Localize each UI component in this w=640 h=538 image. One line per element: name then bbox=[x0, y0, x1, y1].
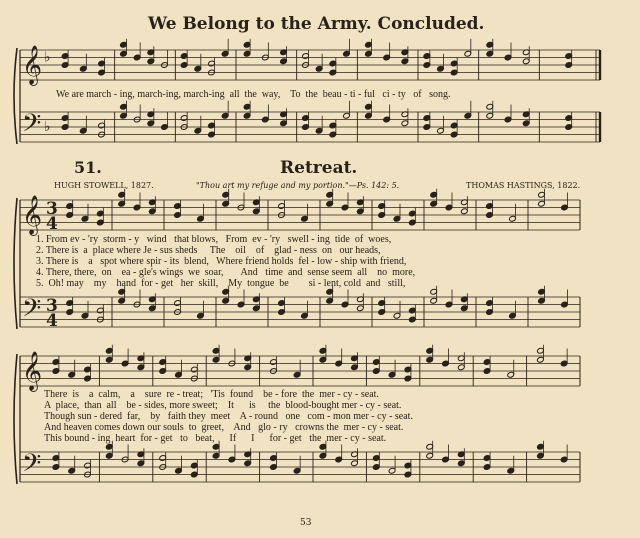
top-lyric-line: We are march - ing, march-ing, march-ing all the way, To the beau - ti - ful ci - ty of song. bbox=[56, 89, 451, 100]
author-credit: HUGH STOWELL, 1827. bbox=[54, 181, 154, 190]
bass-clef-icon: 𝄢 bbox=[22, 109, 42, 144]
verse-line: There is a calm, a sure re - treat; 'Tis found be - fore the mer - cy - seat. bbox=[44, 389, 379, 400]
hymn-number: 51. bbox=[74, 158, 102, 177]
treble-clef-icon: 𝄞 bbox=[22, 45, 43, 85]
time-signature-bottom: 4 bbox=[46, 311, 58, 331]
system-brace bbox=[14, 198, 17, 329]
treble-clef-icon: 𝄞 bbox=[22, 195, 43, 235]
bass-clef-icon: 𝄢 bbox=[22, 449, 42, 484]
flat-sign-icon: ♭ bbox=[44, 119, 51, 135]
system-brace bbox=[14, 354, 17, 484]
song-title: We Belong to the Army. Concluded. bbox=[148, 14, 485, 34]
verse-line: 3. There is a spot where spir - its blend, Where friend holds fel - low - ship with friend, bbox=[36, 256, 407, 267]
verse-line: And heaven comes down our souls to greet, And glo - ry crowns the mer - cy - seat. bbox=[44, 422, 404, 433]
hymn-title: Retreat. bbox=[280, 158, 358, 178]
verse-line: Though sun - dered far, by faith they meet A - round one com - mon mer - cy - seat. bbox=[44, 411, 413, 422]
flat-sign-icon: ♭ bbox=[44, 49, 51, 66]
verse-line: 1. From ev - 'ry storm - y wind that blows, From ev - 'ry swell - ing tide of woes, bbox=[36, 234, 392, 245]
verses-part-2 bbox=[44, 389, 413, 444]
verses-part-1 bbox=[36, 234, 415, 289]
verse-line: 4. There, there, on ea - gle's wings we soar, And time and sense seem all no more, bbox=[36, 267, 416, 278]
scripture-reference: "Thou art my refuge and my portion."—Ps. 142: 5. bbox=[196, 181, 400, 190]
time-signature-top: 3 bbox=[46, 296, 58, 316]
verse-line: A place, than all be - sides, more sweet; It is the blood-bought mer - cy - seat. bbox=[44, 400, 402, 411]
verse-line: 5. Oh! may my hand for - get her skill, My tongue be si - lent, cold and still, bbox=[36, 278, 406, 289]
verse-line: 2. There is a place where Je - sus sheds The oil of glad - ness on our heads, bbox=[36, 245, 381, 256]
page-number: 53 bbox=[300, 518, 312, 528]
time-signature-top: 3 bbox=[46, 199, 58, 219]
bass-clef-icon: 𝄢 bbox=[22, 294, 42, 329]
system-brace bbox=[14, 48, 17, 144]
time-signature-bottom: 4 bbox=[46, 214, 58, 234]
treble-clef-icon: 𝄞 bbox=[22, 351, 43, 391]
composer-credit: THOMAS HASTINGS, 1822. bbox=[466, 181, 581, 190]
verse-line: This bound - ing heart for - get to beat, If I for - get the mer - cy - seat. bbox=[44, 433, 387, 444]
